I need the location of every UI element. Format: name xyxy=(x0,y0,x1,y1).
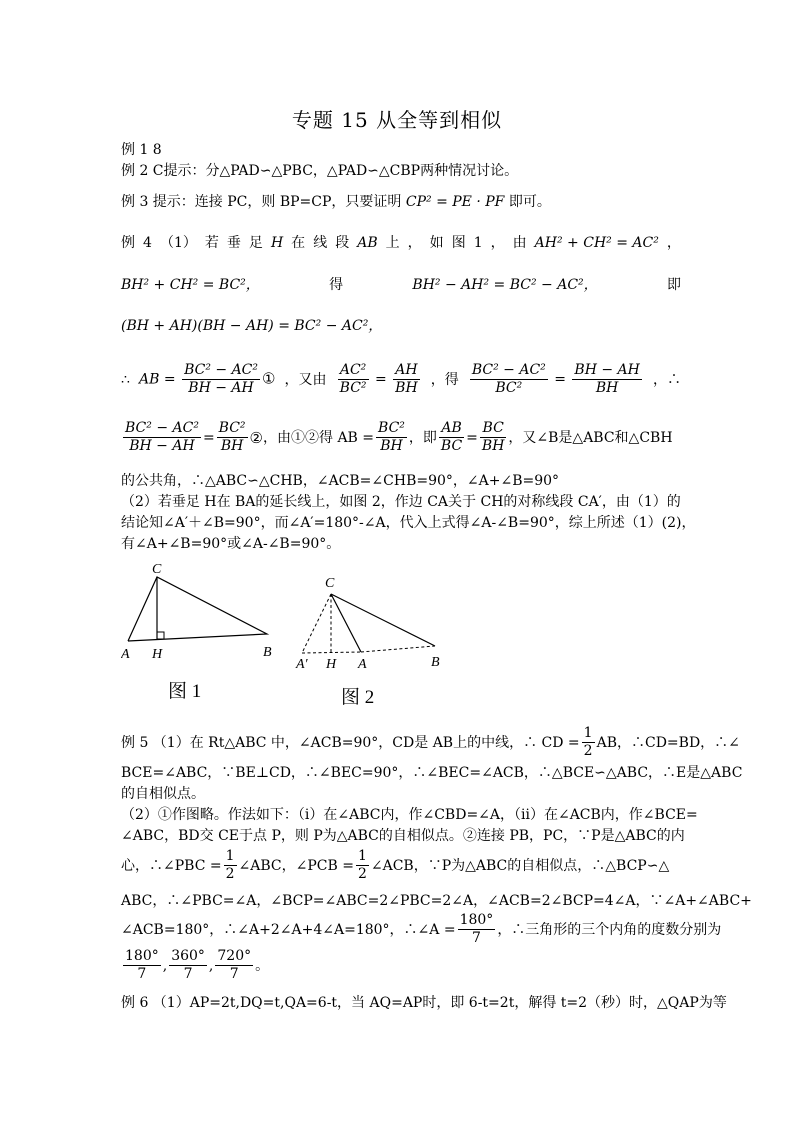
label-c: C xyxy=(152,562,162,577)
segment-ca-prime-dashed xyxy=(302,594,331,653)
geometry-figures xyxy=(121,560,451,715)
segment-ab-dashed xyxy=(361,646,435,652)
example-5-line-3: 的自相似点。 xyxy=(121,786,205,802)
example-1: 例 1 8 xyxy=(121,142,162,158)
label-b: B xyxy=(263,645,272,660)
segment-cb xyxy=(331,594,435,646)
word: 在 xyxy=(291,235,306,251)
word: 上 xyxy=(385,235,400,251)
word: ，又由 xyxy=(284,371,327,388)
fraction-angle: $\frac{720^\circ}{7}$ xyxy=(217,948,252,982)
example-6: 例 6 （1）AP=2t,DQ=t,QA=6-t，当 AQ=AP时，即 6-t=2t，解得 t=2（秒）时，△QAP为等 xyxy=(121,995,727,1011)
formula: AB = xyxy=(139,371,176,388)
example-3 xyxy=(121,193,681,211)
example-4-line-4 xyxy=(121,362,681,397)
word: H xyxy=(270,235,284,251)
equals: = xyxy=(374,371,387,388)
fraction: $\frac{AH}{BH}$ xyxy=(395,362,418,396)
example-4-line-9: 有∠A+∠B=90°或∠A-∠B=90°。 xyxy=(121,536,341,552)
example-4-line-2 xyxy=(121,276,681,294)
figure-2-caption: 图 2 xyxy=(341,687,375,708)
fraction: $\frac{\text{BC²}}{BH}$ xyxy=(218,420,246,454)
right-angle-mark xyxy=(157,632,164,639)
word: （1） xyxy=(159,235,197,251)
word: 1 xyxy=(473,235,483,251)
example-4-line-3: (BH + AH)(BH − AH) = BC² − AC²， xyxy=(121,318,383,334)
word: AB xyxy=(357,235,378,251)
fraction: $\frac{AB}{BC}$ xyxy=(440,420,463,454)
word: 如 xyxy=(429,235,444,251)
word: ，又∠B是△ABC和△CBH xyxy=(508,429,673,446)
word: 得 xyxy=(329,277,344,293)
label-a: A xyxy=(358,657,367,672)
formula: AH² + CH² = AC² xyxy=(534,235,659,251)
fraction: $\frac{BC}{BH}$ xyxy=(481,420,505,454)
word: ，由①②得 AB = xyxy=(263,429,375,446)
example-5-line-6 xyxy=(121,848,681,883)
word: 线 xyxy=(313,235,328,251)
fraction-half: $\frac{1}{2}$ xyxy=(583,725,593,759)
label-h: H xyxy=(326,657,337,672)
example-3-formula: CP² = PE · PF xyxy=(405,194,505,210)
label-b: B xyxy=(431,655,440,670)
word: ，即 xyxy=(408,429,437,446)
word: 4 xyxy=(143,235,152,251)
marker-2: ② xyxy=(249,428,263,447)
word: 段 xyxy=(335,235,350,251)
example-5-line-5: ∠ABC，BD交 CE于点 P，则 P为△ABC的自相似点。②连接 PB，PC，∵P是△ABC的内 xyxy=(121,828,685,844)
fraction: $\frac{\text{BC² − AC²}}{BH - AH}$ xyxy=(184,362,258,396)
example-5-line-9: $\frac{180^\circ}{7}$ , $\frac{360^\circ}{7}$ , $\frac{720^\circ}{7}$ 。 xyxy=(125,948,270,982)
page-title: 专题 15 从全等到相似 xyxy=(291,108,503,132)
fraction-angle: $\frac{180^\circ}{7}$ xyxy=(125,948,159,982)
label-a-prime: A′ xyxy=(296,657,308,672)
text: ∠ABC，∠PCB = xyxy=(238,857,354,874)
fraction: $\frac{BH - AH}{BH}$ xyxy=(574,362,640,396)
word: ， xyxy=(407,235,422,251)
equals: = xyxy=(554,371,566,388)
text: ，∴三角形的三个内角的度数分别为 xyxy=(497,921,722,938)
word: 垂 xyxy=(226,235,241,251)
fraction-angle: $\frac{180^\circ}{7}$ xyxy=(459,912,494,946)
fraction: $\frac{\text{BC² − AC²}}{BH - AH}$ xyxy=(125,420,199,454)
label-a: A xyxy=(121,647,130,662)
word: 即 xyxy=(666,277,681,293)
formula: BH² − AH² = BC² − AC²， xyxy=(412,277,598,293)
text: ∠ACB=180°，∴∠A+2∠A+4∠A=180°，∴∠A = xyxy=(121,921,456,938)
text: AB，∴CD=BD，∴∠ xyxy=(596,734,740,751)
figure-1 xyxy=(121,562,272,702)
text: ∠ACB，∵P为△ABC的自相似点，∴△BCP∽△ xyxy=(370,857,670,874)
therefore-symbol: ∴ xyxy=(121,371,130,388)
figure-1-caption: 图 1 xyxy=(168,681,202,702)
fraction: $\frac{\text{BC² − AC²}}{\text{BC²}}$ xyxy=(471,362,546,396)
example-4-line-7: （2）若垂足 H在 BA的延长线上，如图 2，作边 CA关于 CH的对称线段 CA′，由（1）的 xyxy=(121,494,681,510)
fraction-angle: $\frac{360^\circ}{7}$ xyxy=(171,948,205,982)
word: 例 xyxy=(121,235,135,251)
example-5-line-7: ABC，∴∠PBC=∠A，∠BCP=∠ABC=2∠PBC=2∠A，∠ACB=2∠BCP=4∠A，∵∠A+∠ABC+ xyxy=(121,893,752,909)
example-4-line-5: $\frac{\text{BC² − AC²}}{BH - AH}$ = $\frac{\text{BC²}}{BH}$ ② ，由①②得 AB = $\frac{\text{BC²}}{BH}$ ，即 $\frac{AB}{BC}$ = $\frac{BC}{BH}$ ，又∠B是△ABC和△CBH xyxy=(125,420,673,454)
example-4-line-1 xyxy=(121,234,681,252)
segment-ca xyxy=(331,594,361,652)
word: 若 xyxy=(204,235,219,251)
text: 心，∴∠PBC = xyxy=(121,857,222,874)
label-c: C xyxy=(325,576,335,591)
example-5-line-2: BCE=∠ABC，∵BE⊥CD，∴∠BEC=90°，∴∠BEC=∠ACB，∴△BCE∽△ABC，∴E是△ABC xyxy=(121,765,743,781)
fraction: $\frac{\text{AC²}}{\text{BC²}}$ xyxy=(339,362,367,396)
figures xyxy=(121,560,451,715)
segment-extension-dashed xyxy=(302,652,361,653)
word: 由 xyxy=(512,235,527,251)
word: 图 xyxy=(451,235,466,251)
example-3-tail: 即可。 xyxy=(508,194,551,210)
example-5-line-1 xyxy=(121,725,740,760)
example-5-line-4: （2）①作图略。作法如下：（ⅰ）在∠ABC内，作∠CBD=∠A，（ⅱ）在∠ACB内，作∠BCE= xyxy=(121,807,698,823)
example-4-line-6: 的公共角，∴△ABC∽△CHB，∠ACB=∠CHB=90°，∠A+∠B=90° xyxy=(121,473,560,489)
example-3-text: 例 3 提示：连接 PC，则 BP=CP，只要证明 xyxy=(121,194,402,210)
word: ，得 xyxy=(430,371,459,388)
label-h: H xyxy=(152,647,163,662)
marker-1: ① xyxy=(262,369,276,388)
word: ， xyxy=(666,235,681,251)
fraction-half: $\frac{1}{2}$ xyxy=(225,848,235,882)
fraction: $\frac{\text{BC²}}{BH}$ xyxy=(378,420,405,454)
word: ，∴ xyxy=(652,371,681,388)
example-4-line-8: 结论知∠A′＋∠B=90°，而∠A′=180°-∠A，代入上式得∠A-∠B=90°，综上所述（1）(2)， xyxy=(121,515,696,531)
example-5-line-8 xyxy=(121,912,722,947)
fraction-half: $\frac{1}{2}$ xyxy=(357,848,367,882)
triangle-abc xyxy=(128,577,267,641)
formula: BH² + CH² = BC²， xyxy=(121,277,260,293)
word: ， xyxy=(490,235,505,251)
text: 例 5 （1）在 Rt△ABC 中，∠ACB=90°，CD是 AB上的中线，∴ CD = xyxy=(121,734,580,751)
example-2: 例 2 C提示：分△PAD∽△PBC，△PAD∽△CBP两种情况讨论。 xyxy=(121,163,519,179)
figure-2 xyxy=(295,576,440,708)
word: 足 xyxy=(248,235,263,251)
text: 。 xyxy=(255,957,270,974)
